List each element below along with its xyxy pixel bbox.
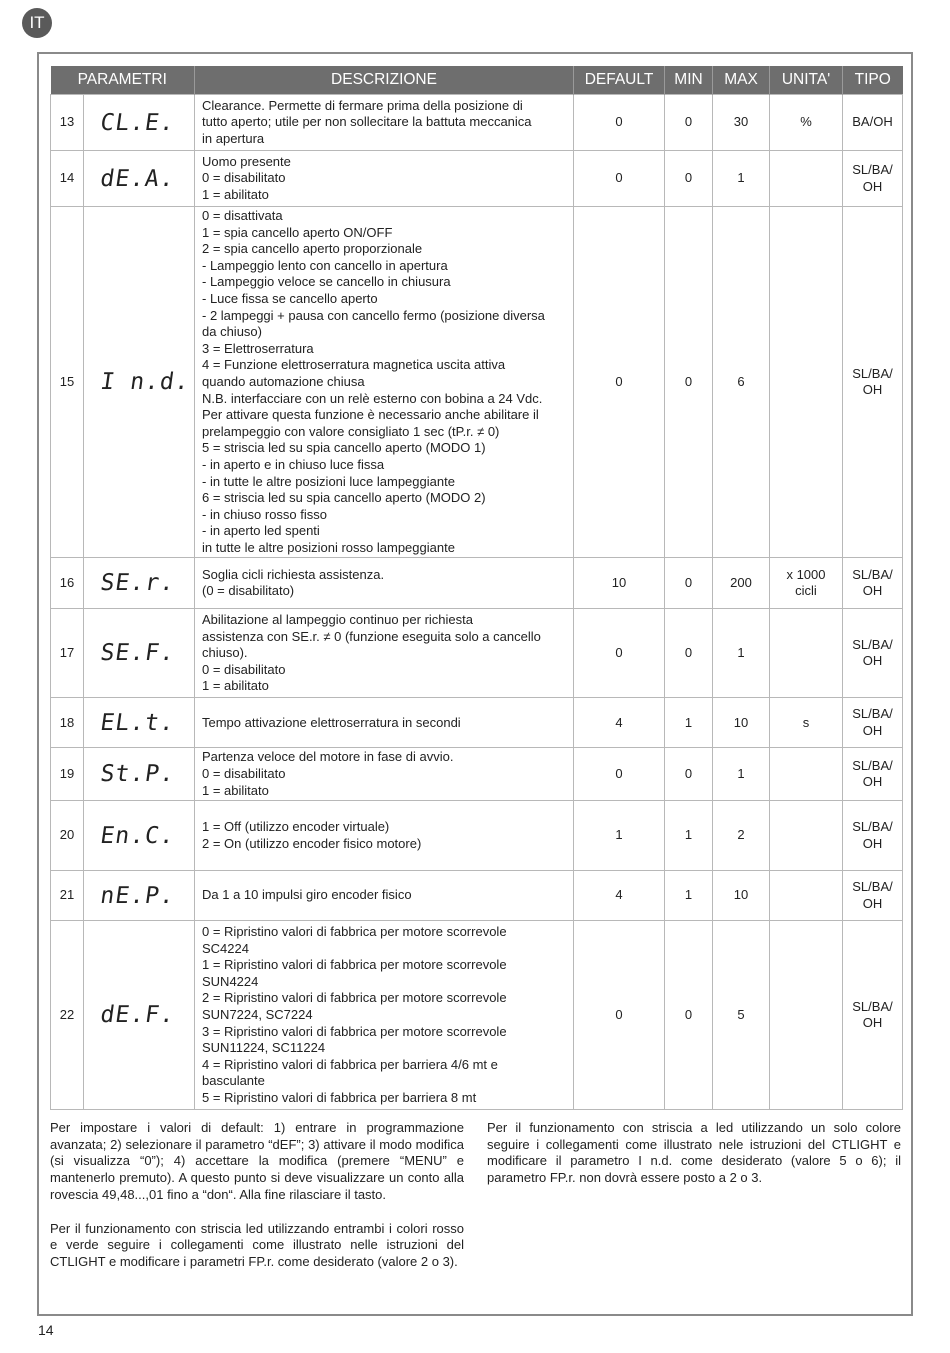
text-line: OH [862, 895, 883, 911]
param-default: 0 [574, 95, 665, 151]
param-type [843, 698, 903, 748]
param-unit [770, 95, 843, 151]
text-line: 1 = Off (utilizzo encoder virtuale) [202, 819, 390, 835]
param-number: 14 [51, 151, 84, 207]
text-line: SC4224 [202, 940, 249, 956]
param-max: 5 [713, 921, 770, 1110]
text-line: 3 = Elettroserratura [202, 340, 314, 356]
table-row [51, 95, 903, 151]
text-line: (0 = disabilitato) [202, 583, 295, 599]
param-min: 0 [665, 151, 713, 207]
param-unit [770, 921, 843, 1110]
param-description [195, 698, 574, 748]
text-line: tutto aperto; utile per non sollecitare la battuta meccanica [202, 114, 532, 130]
param-min: 1 [665, 698, 713, 748]
param-type [843, 207, 903, 558]
text-line: basculante [202, 1073, 265, 1089]
param-code: dE.F. [70, 921, 208, 1110]
param-unit [770, 558, 843, 609]
text-line: 0 = disabilitato [202, 661, 286, 677]
text-line: - Lampeggio veloce se cancello in chiusura [202, 274, 451, 290]
text-line: SL/BA/ [852, 706, 893, 722]
header-min: MIN [665, 66, 713, 95]
text-line: Da 1 a 10 impulsi giro encoder fisico [202, 887, 412, 903]
table-row [51, 558, 903, 609]
text-line: OH [862, 835, 883, 851]
language-badge: IT [22, 8, 52, 38]
param-unit [770, 871, 843, 921]
header-default: DEFAULT [574, 66, 665, 95]
page-number: 14 [38, 1322, 54, 1338]
table-row [51, 698, 903, 748]
text-line: 4 = Funzione elettroserratura magnetica uscita attiva [202, 357, 506, 373]
param-max: 2 [713, 801, 770, 871]
text-line: Abilitazione al lampeggio continuo per richiesta [202, 611, 473, 627]
text-line: SUN7224, SC7224 [202, 1006, 313, 1022]
param-type [843, 801, 903, 871]
text-line: Clearance. Permette di fermare prima della posizione di [202, 97, 523, 113]
param-code: SE.r. [80, 558, 198, 609]
param-number: 18 [51, 698, 84, 748]
param-max: 1 [713, 151, 770, 207]
text-line: SL/BA/ [852, 879, 893, 895]
text-line: OH [862, 774, 883, 790]
text-line: - Luce fissa se cancello aperto [202, 290, 378, 306]
text-line: N.B. interfacciare con un relè esterno con bobina a 24 Vdc. [202, 390, 543, 406]
param-max: 200 [713, 558, 770, 609]
param-code: EL.t. [80, 698, 198, 748]
text-line: BA/OH [852, 114, 893, 130]
text-line: quando automazione chiusa [202, 373, 365, 389]
text-line: OH [862, 382, 883, 398]
param-unit [770, 207, 843, 558]
param-number: 15 [51, 207, 84, 558]
text-line: chiuso). [202, 645, 248, 661]
param-code: En.C. [79, 801, 200, 871]
table-header-row [51, 66, 903, 95]
text-line: 2 = On (utilizzo encoder fisico motore) [202, 835, 422, 851]
text-line: SL/BA/ [852, 998, 893, 1014]
table-row [51, 801, 903, 871]
param-default: 0 [574, 748, 665, 801]
text-line: SL/BA/ [852, 365, 893, 381]
text-line: Soglia cicli richiesta assistenza. [202, 566, 385, 582]
param-number: 13 [51, 95, 84, 151]
text-line: 1 = abilitato [202, 186, 269, 202]
param-unit [770, 801, 843, 871]
param-max: 30 [713, 95, 770, 151]
text-line: 5 = striscia led su spia cancello aperto (MODO 1) [202, 440, 486, 456]
param-description [195, 207, 574, 558]
text-line: SL/BA/ [852, 161, 893, 177]
param-min: 0 [665, 748, 713, 801]
text-line: - in tutte le altre posizioni luce lampeggiante [202, 473, 455, 489]
param-description [195, 558, 574, 609]
param-code: I n.d. [59, 207, 219, 558]
text-line: 1 = spia cancello aperto ON/OFF [202, 224, 393, 240]
param-code: dE.A. [80, 151, 199, 207]
text-line: - in chiuso rosso fisso [202, 506, 327, 522]
notes-left [50, 1120, 464, 1288]
param-description [195, 748, 574, 801]
text-line: OH [862, 653, 883, 669]
text-line: SL/BA/ [852, 819, 893, 835]
param-type [843, 871, 903, 921]
table-row [51, 921, 903, 1110]
param-unit [770, 151, 843, 207]
param-code: St.P. [80, 748, 198, 801]
param-min: 1 [665, 871, 713, 921]
param-default: 4 [574, 871, 665, 921]
param-min: 0 [665, 95, 713, 151]
param-default: 4 [574, 698, 665, 748]
param-type [843, 921, 903, 1110]
param-max: 1 [713, 748, 770, 801]
notes-right [487, 1120, 901, 1204]
text-line: 0 = Ripristino valori di fabbrica per motore scorrevole [202, 923, 507, 939]
param-default: 0 [574, 207, 665, 558]
header-params: PARAMETRI [51, 66, 195, 95]
param-code: CL.E. [80, 95, 199, 151]
param-type [843, 95, 903, 151]
text-line: 5 = Ripristino valori di fabbrica per barriera 8 mt [202, 1089, 477, 1105]
text-line: 3 = Ripristino valori di fabbrica per motore scorrevole [202, 1023, 507, 1039]
param-default: 1 [574, 801, 665, 871]
param-max: 6 [713, 207, 770, 558]
note-two-color-led: Per il funzionamento con striscia led utilizzando entrambi i colori rosso e verde seguire i collegamenti come illustrato nelle istruzioni del CTLIGHT e modificare i parametri FP.r. come desiderato (valore 2 o 3). [50, 1220, 464, 1269]
text-line: 1 = abilitato [202, 782, 269, 798]
text-line: Per attivare questa funzione è necessario anche abilitare il [202, 407, 539, 423]
text-line: 6 = striscia led su spia cancello aperto (MODO 2) [202, 490, 486, 506]
param-description [195, 871, 574, 921]
text-line: Tempo attivazione elettroserratura in secondi [202, 714, 461, 730]
header-max: MAX [713, 66, 770, 95]
param-description [195, 95, 574, 151]
param-unit [770, 698, 843, 748]
text-line: % [800, 114, 812, 130]
text-line: in apertura [202, 130, 265, 146]
text-line: assistenza con SE.r. ≠ 0 (funzione eseguita solo a cancello [202, 628, 541, 644]
param-type [843, 151, 903, 207]
text-line: - in aperto e in chiuso luce fissa [202, 456, 385, 472]
param-max: 1 [713, 609, 770, 698]
table-row [51, 871, 903, 921]
note-single-color-led: Per il funzionamento con striscia a led utilizzando un solo colore seguire i collegamenti come illustrato nele istruzioni del CTLIGHT e modificare il parametro I n.d. come desiderato (valore 5 o 6); il parametro FP.r. non dovrà essere posto a 2 o 3. [487, 1120, 901, 1186]
param-unit [770, 609, 843, 698]
param-number: 20 [51, 801, 84, 871]
param-description [195, 151, 574, 207]
param-number: 17 [51, 609, 84, 698]
table-row [51, 609, 903, 698]
table-row [51, 151, 903, 207]
text-line: 2 = Ripristino valori di fabbrica per motore scorrevole [202, 990, 507, 1006]
text-line: OH [862, 1015, 883, 1031]
text-line: OH [862, 583, 883, 599]
text-line: 2 = spia cancello aperto proporzionale [202, 241, 423, 257]
text-line: SL/BA/ [852, 566, 893, 582]
param-max: 10 [713, 698, 770, 748]
text-line: prelampeggio con valore consigliato 1 sec (tP.r. ≠ 0) [202, 423, 500, 439]
param-min: 0 [665, 921, 713, 1110]
param-default: 0 [574, 609, 665, 698]
text-line: da chiuso) [202, 324, 262, 340]
table-row [51, 748, 903, 801]
header-unit: UNITA' [770, 66, 843, 95]
param-code: SE.F. [77, 609, 201, 698]
param-description [195, 801, 574, 871]
param-number: 16 [51, 558, 84, 609]
param-unit [770, 748, 843, 801]
param-description [195, 921, 574, 1110]
param-default: 0 [574, 151, 665, 207]
header-type: TIPO [843, 66, 903, 95]
param-description [195, 609, 574, 698]
param-min: 0 [665, 558, 713, 609]
note-default-values: Per impostare i valori di default: 1) entrare in programmazione avanzata; 2) selezionare il parametro “dEF”; 3) attivare il modo modifica (si visualizza “0”); 4) accettare la modifica (premere “MENU” e mantenerlo premuto). A questo punto si deve visualizzare un conto alla rovescia 49,48...,01 fino a “don“. Alla fine rilasciare il tasto. [50, 1120, 464, 1202]
table-row [51, 207, 903, 558]
text-line: in tutte le altre posizioni rosso lampeggiante [202, 539, 455, 555]
text-line: Partenza veloce del motore in fase di avvio. [202, 749, 454, 765]
text-line: - Lampeggio lento con cancello in apertura [202, 257, 448, 273]
param-min: 0 [665, 207, 713, 558]
param-default: 10 [574, 558, 665, 609]
param-max: 10 [713, 871, 770, 921]
header-description: DESCRIZIONE [195, 66, 574, 95]
text-line: 0 = disabilitato [202, 766, 286, 782]
text-line: x 1000 [786, 566, 826, 582]
text-line: cicli [795, 583, 817, 599]
text-line: Uomo presente [202, 153, 291, 169]
text-line: SUN11224, SC11224 [202, 1040, 326, 1056]
text-line: s [802, 714, 810, 730]
parameters-table [50, 66, 903, 1110]
text-line: SUN4224 [202, 973, 259, 989]
text-line: - 2 lampeggi + pausa con cancello fermo (posizione diversa [202, 307, 545, 323]
text-line: 0 = disattivata [202, 208, 283, 223]
param-code: nE.P. [80, 871, 198, 921]
text-line: 0 = disabilitato [202, 170, 286, 186]
text-line: 1 = Ripristino valori di fabbrica per motore scorrevole [202, 957, 507, 973]
param-default: 0 [574, 921, 665, 1110]
param-min: 0 [665, 609, 713, 698]
text-line: SL/BA/ [852, 636, 893, 652]
text-line: SL/BA/ [852, 757, 893, 773]
param-number: 22 [51, 921, 84, 1110]
text-line: 1 = abilitato [202, 678, 269, 694]
param-type [843, 558, 903, 609]
param-number: 19 [51, 748, 84, 801]
text-line: OH [862, 722, 883, 738]
param-type [843, 609, 903, 698]
param-type [843, 748, 903, 801]
param-min: 1 [665, 801, 713, 871]
text-line: 4 = Ripristino valori di fabbrica per barriera 4/6 mt e [202, 1056, 498, 1072]
text-line: - in aperto led spenti [202, 523, 320, 539]
text-line: OH [862, 178, 883, 194]
param-number: 21 [51, 871, 84, 921]
